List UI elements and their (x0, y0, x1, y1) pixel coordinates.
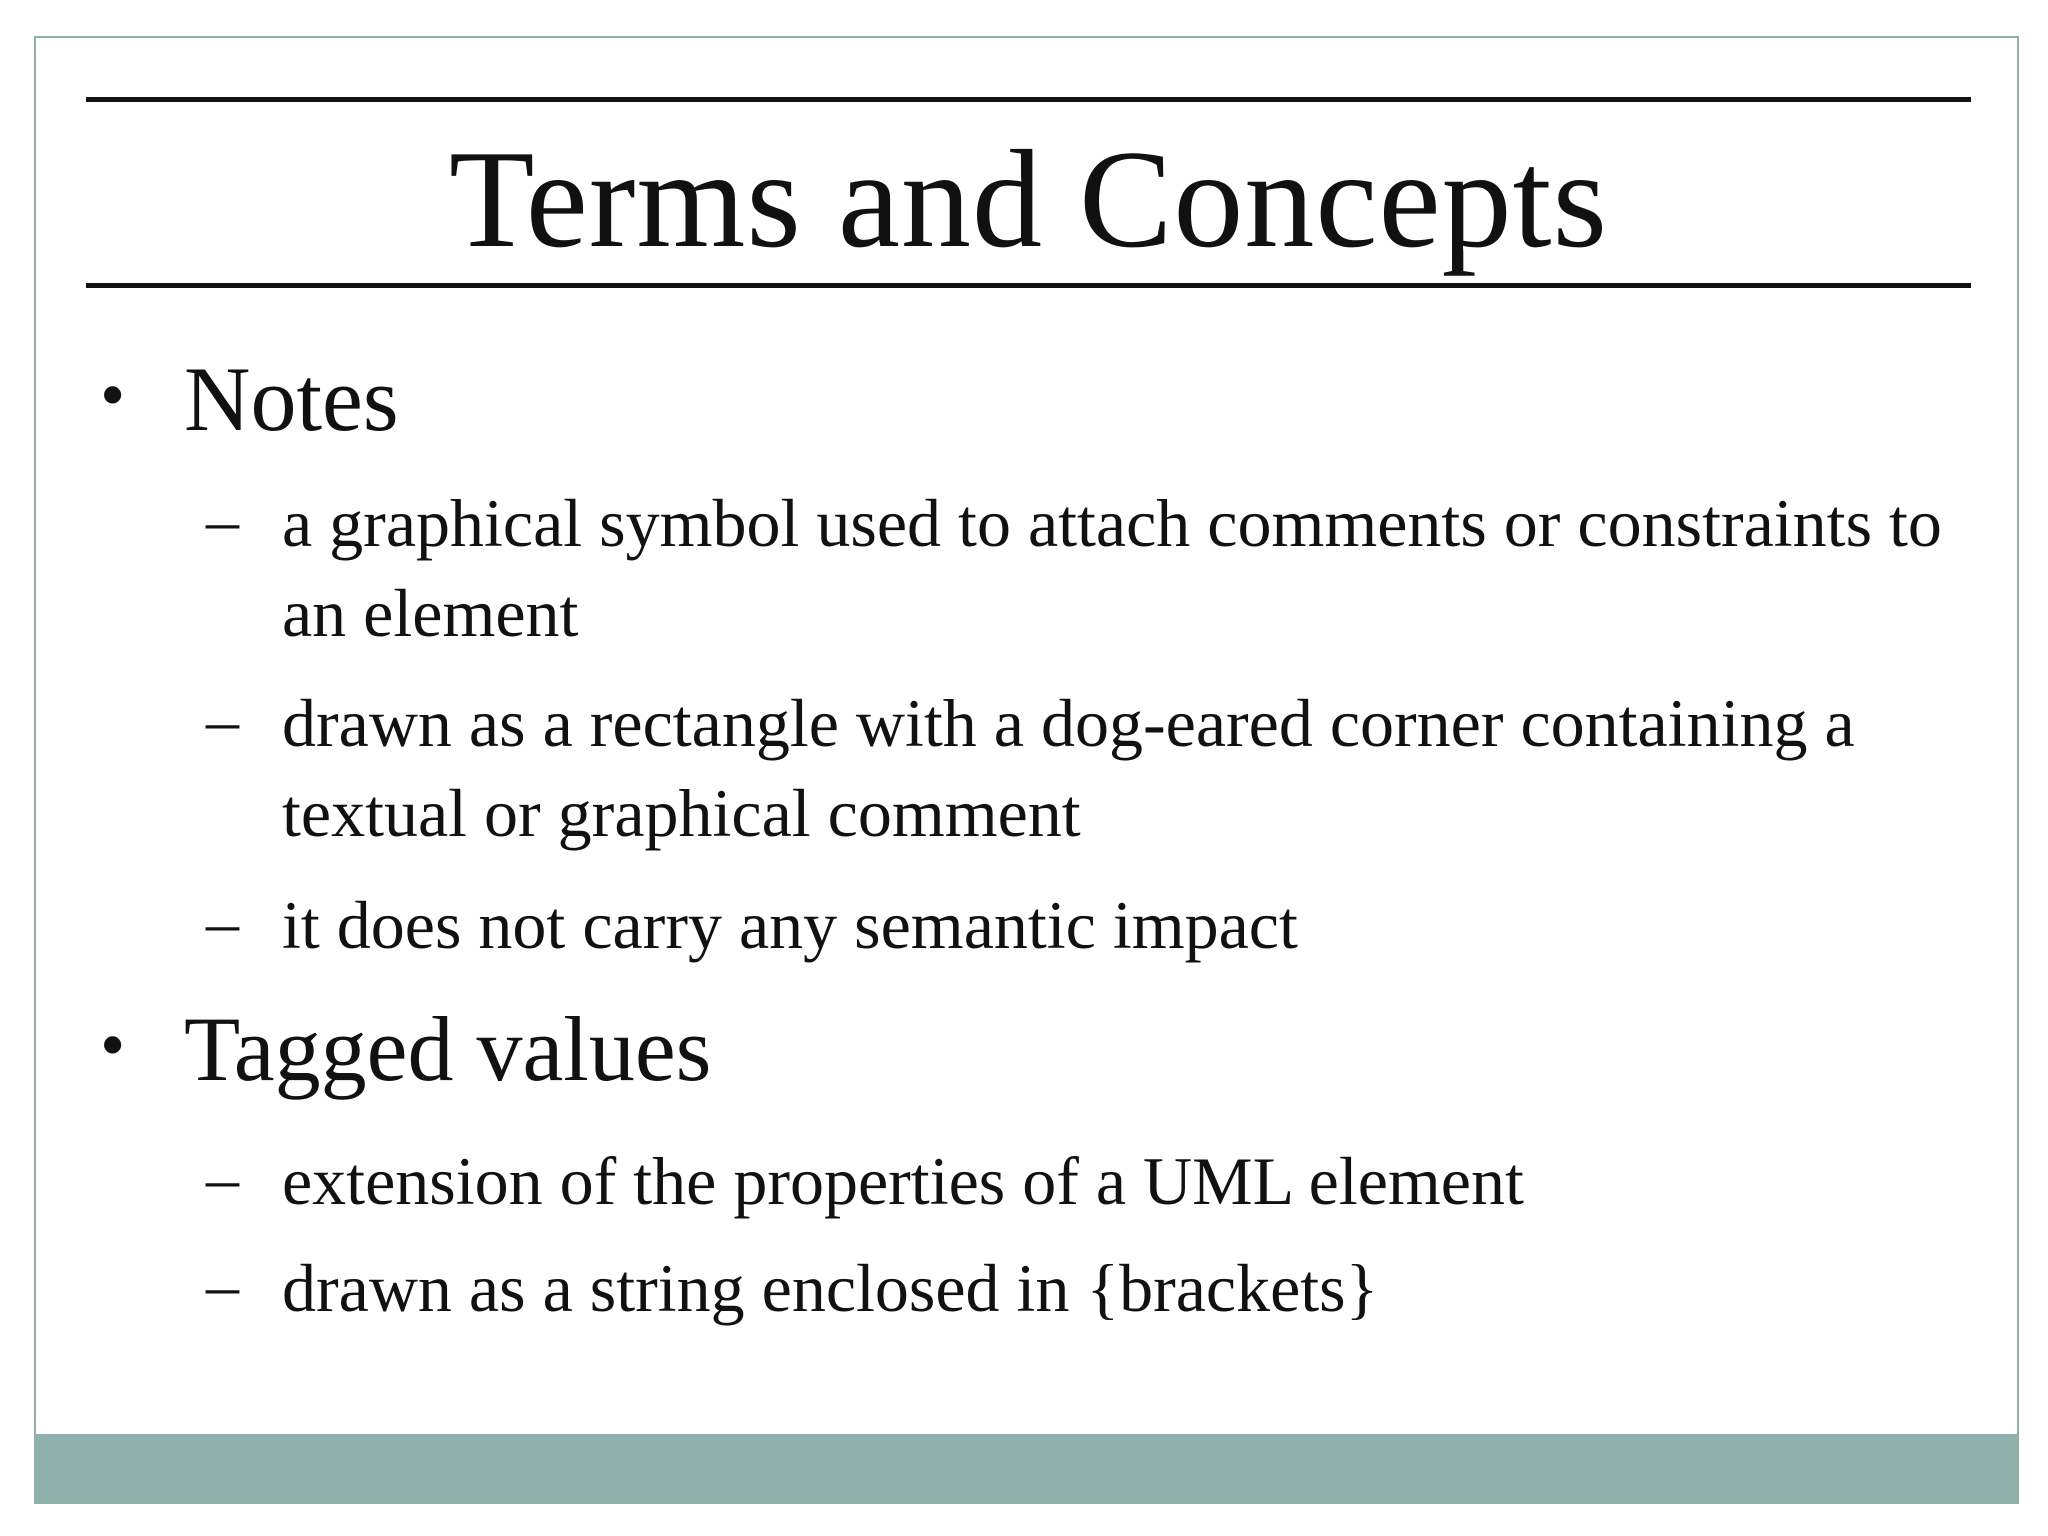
slide-title: Terms and Concepts (448, 122, 1609, 277)
bullet-label: Notes (184, 348, 399, 450)
slide (34, 36, 2019, 1504)
dash-icon: – (206, 1249, 239, 1322)
dash-icon: – (206, 684, 239, 757)
slide-content (36, 38, 2017, 1504)
bullet-label: Tagged values (184, 998, 712, 1100)
dash-icon: – (206, 1142, 239, 1215)
subitem-text: a graphical symbol used to attach comments or constraints to an element (282, 485, 1942, 651)
bullet-dot-icon: • (100, 1005, 126, 1085)
bullet-dot-icon: • (100, 355, 126, 435)
subitem-text: drawn as a string enclosed in {brackets} (282, 1250, 1379, 1326)
dash-icon: – (206, 886, 239, 959)
dash-icon: – (206, 484, 239, 557)
footer-accent-bar (36, 1434, 2017, 1504)
subitem-text: extension of the properties of a UML element (282, 1143, 1524, 1219)
subitem-text: drawn as a rectangle with a dog-eared corner containing a textual or graphical comment (282, 685, 1855, 851)
subitem-text: it does not carry any semantic impact (282, 887, 1298, 963)
